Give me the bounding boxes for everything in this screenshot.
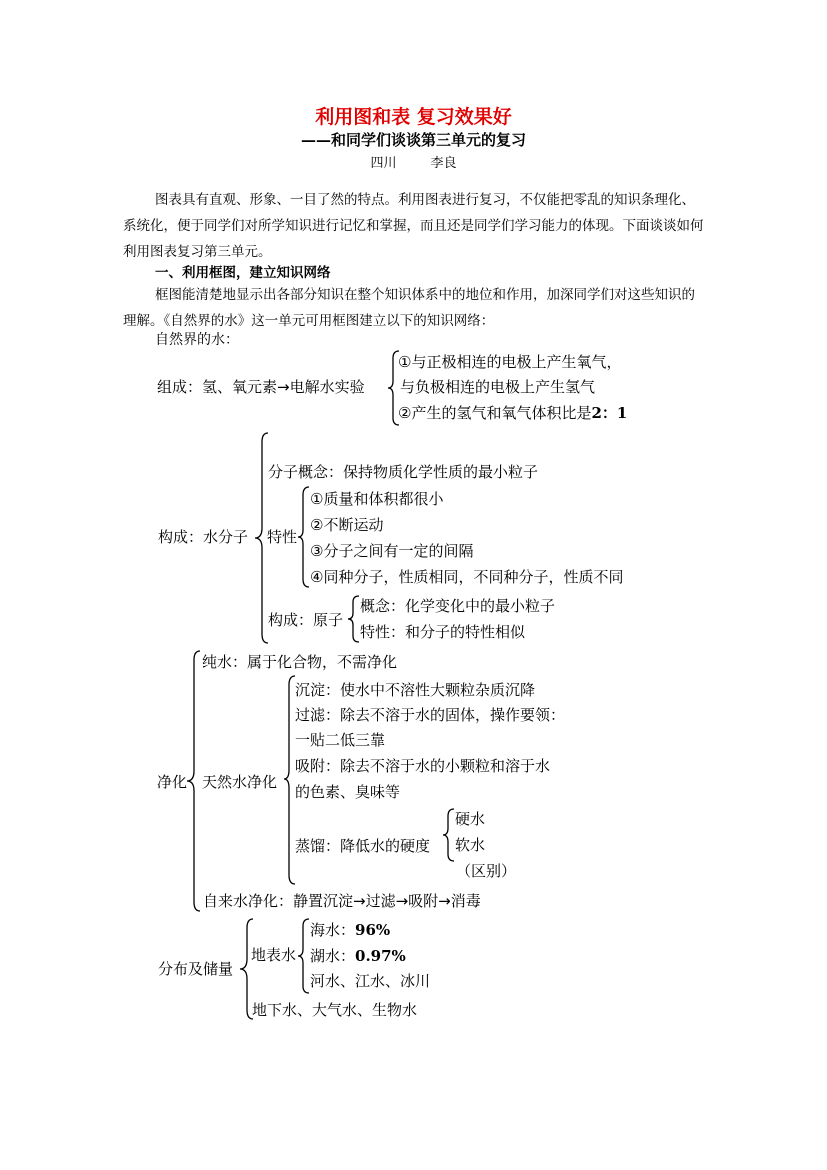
- feature-item-4: ④同种分子，性质相同，不同种分子，性质不同: [310, 568, 624, 586]
- author-name: 李良: [430, 156, 457, 171]
- feature-item-2: ②不断运动: [310, 516, 384, 534]
- lake-water: 湖水：0.97%: [310, 947, 406, 965]
- page-subtitle: ——和同学们谈谈第三单元的复习: [300, 131, 526, 149]
- atom-feature: 特性：和分子的特性相似: [360, 623, 526, 641]
- distinguish-note: （区别）: [456, 862, 517, 880]
- atom-concept: 概念：化学变化中的最小粒子: [360, 597, 556, 615]
- volume-ratio: 2：1: [591, 404, 628, 422]
- section-paragraph: 框图能清楚地显示出各部分知识在整个知识体系中的地位和作用，加深同学们对这些知识的理解。《自然界的水》这一单元可用框图建立以下的知识网络：: [123, 287, 695, 329]
- composition-item-2: 与负极相连的电极上产生氢气: [400, 378, 596, 396]
- natural-water-label: 天然水净化: [202, 773, 278, 791]
- distribution-label: 分布及储量: [158, 960, 234, 978]
- composition-item-1: ①与正极相连的电极上产生氧气，: [398, 353, 622, 371]
- author-line: [0, 152, 827, 171]
- soft-water: 软水: [455, 836, 486, 854]
- natural-item-4: 吸附：除去不溶于水的小颗粒和溶于水: [295, 757, 551, 775]
- features-brace: [298, 486, 310, 588]
- author-place: 四川: [370, 156, 397, 171]
- page-title: 利用图和表 复习效果好: [315, 106, 512, 128]
- sea-water-value: 96%: [355, 921, 391, 939]
- diagram-lead: 自然界的水：: [155, 332, 239, 348]
- rivers: 河水、江水、冰川: [310, 972, 431, 990]
- feature-item-3: ③分子之间有一定的间隔: [310, 542, 474, 560]
- surface-water-label: 地表水: [251, 946, 297, 964]
- structure-label: 构成：水分子: [158, 528, 249, 546]
- intro-paragraph: 图表具有直观、形象、一目了然的特点。利用图表进行复习，不仅能把零乱的知识条理化、系统化，便于同学们对所学知识进行记忆和掌握，而且还是同学们学习能力的体现。下面谈谈如何利用图表复习第三单元。: [123, 192, 704, 260]
- tap-water: 自来水净化：静置沉淀→过滤→吸附→消毒: [203, 892, 481, 910]
- distillation-brace: [443, 808, 455, 862]
- features-label: 特性: [267, 528, 298, 546]
- lake-water-value: 0.97%: [355, 947, 406, 965]
- purification-label: 净化: [157, 773, 188, 791]
- pure-water: 纯水：属于化合物，不需净化: [202, 653, 398, 671]
- feature-item-1: ①质量和体积都很小: [310, 490, 444, 508]
- section-heading: 一、利用框图，建立知识网络: [155, 265, 331, 281]
- purification-brace: [187, 650, 201, 912]
- sea-water: 海水：96%: [310, 921, 391, 939]
- other-water: 地下水、大气水、生物水: [252, 1001, 418, 1019]
- natural-item-1: 沉淀：使水中不溶性大颗粒杂质沉降: [295, 681, 536, 699]
- natural-item-3: 一贴二低三靠: [295, 731, 386, 749]
- atom-label: 构成：原子: [268, 611, 344, 629]
- distillation-label: 蒸馏：降低水的硬度: [295, 837, 431, 855]
- surface-water-brace: [298, 918, 310, 994]
- molecule-concept: 分子概念：保持物质化学性质的最小粒子: [268, 463, 539, 481]
- composition-label: 组成：氢、氧元素→电解水实验: [157, 378, 365, 396]
- natural-item-5: 的色素、臭味等: [295, 783, 401, 801]
- natural-item-2: 过滤：除去不溶于水的固体，操作要领：: [295, 706, 566, 724]
- composition-item-3: ②产生的氢气和氧气体积比是2：1: [398, 404, 628, 422]
- atom-brace: [348, 595, 360, 643]
- hard-water: 硬水: [455, 810, 486, 828]
